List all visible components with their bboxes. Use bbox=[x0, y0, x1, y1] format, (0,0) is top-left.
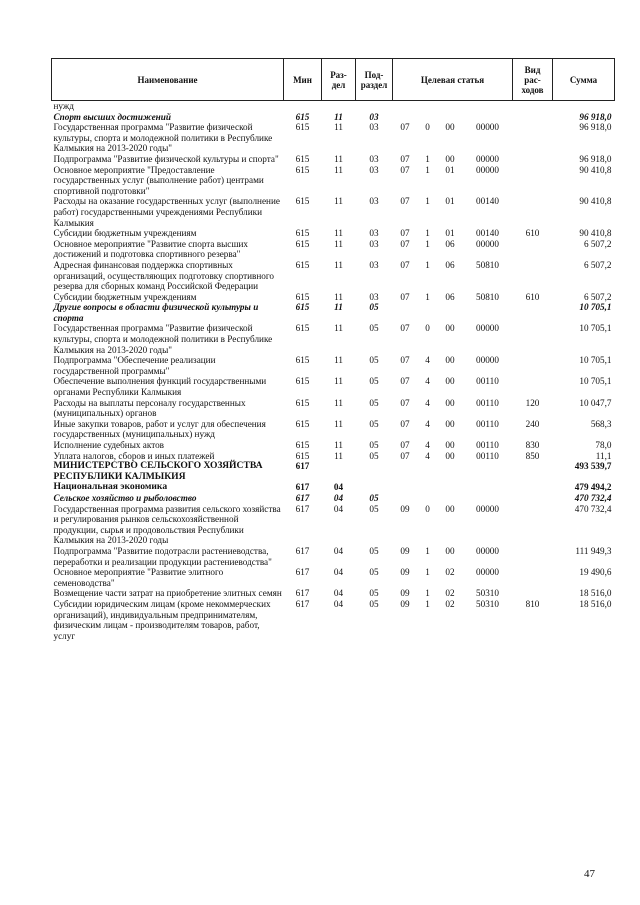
cell-min: 617 bbox=[295, 482, 310, 493]
cell-razdel: 11 bbox=[334, 440, 343, 450]
cell-event: 00 bbox=[445, 450, 455, 461]
cell-program: 07 bbox=[400, 259, 410, 270]
cell-program: 07 bbox=[400, 291, 410, 302]
cell-direction bbox=[463, 101, 513, 112]
budget-table bbox=[51, 58, 615, 641]
cell-min: 615 bbox=[295, 228, 310, 239]
cell-program: 07 bbox=[400, 122, 410, 133]
cell-min: 615 bbox=[295, 111, 310, 122]
cell-podrazdel: 03 bbox=[369, 259, 379, 270]
table-row bbox=[52, 112, 615, 123]
cell-razdel: 04 bbox=[333, 503, 344, 514]
cell-program: 09 bbox=[400, 598, 410, 609]
cell-summa: 568,3 bbox=[590, 418, 612, 429]
cell-vid-rashodov: 810 bbox=[525, 598, 540, 609]
cell-event: 00 bbox=[445, 545, 455, 556]
cell-subprogram: 1 bbox=[425, 588, 430, 599]
header-min: Мин bbox=[284, 59, 322, 101]
cell-podrazdel: 05 bbox=[369, 376, 379, 387]
cell-razdel: 11 bbox=[334, 397, 343, 408]
cell-subprogram bbox=[418, 461, 438, 482]
cell-min: 615 bbox=[295, 440, 310, 450]
table-row bbox=[52, 323, 615, 355]
table-header-row bbox=[52, 59, 615, 101]
cell-summa: 6 507,2 bbox=[583, 238, 612, 249]
table-row bbox=[52, 461, 615, 482]
cell-direction bbox=[463, 461, 513, 482]
cell-razdel: 11 bbox=[334, 228, 343, 239]
cell-direction: 50310 bbox=[476, 598, 499, 609]
cell-vid-rashodov bbox=[513, 355, 553, 376]
cell-subprogram bbox=[418, 482, 438, 493]
cell-min: 615 bbox=[295, 418, 310, 429]
cell-direction bbox=[463, 482, 513, 493]
cell-subprogram: 1 bbox=[425, 238, 430, 249]
cell-min: 615 bbox=[295, 450, 310, 461]
cell-podrazdel: 05 bbox=[369, 418, 379, 429]
table-row bbox=[52, 567, 615, 588]
cell-min: 615 bbox=[295, 397, 310, 408]
cell-summa: 18 516,0 bbox=[579, 588, 612, 599]
cell-name: Подпрограмма "Обеспечение реализации государственной программы" bbox=[53, 355, 216, 376]
cell-direction: 00110 bbox=[476, 397, 499, 408]
cell-podrazdel: 03 bbox=[369, 153, 379, 164]
cell-program bbox=[393, 482, 418, 493]
cell-name: Подпрограмма "Развитие физической культуры и спорта" bbox=[53, 153, 279, 164]
cell-name: МИНИСТЕРСТВО СЕЛЬСКОГО ХОЗЯЙСТВА РЕСПУБЛИКИ КАЛМЫКИЯ bbox=[53, 460, 263, 482]
cell-summa: 90 410,8 bbox=[579, 196, 612, 207]
cell-vid-rashodov: 120 bbox=[525, 397, 540, 408]
cell-podrazdel: 05 bbox=[369, 355, 379, 366]
cell-summa: 90 410,8 bbox=[579, 228, 612, 239]
table-row bbox=[52, 239, 615, 260]
cell-program: 09 bbox=[400, 588, 410, 599]
cell-name: Основное мероприятие "Предоставление государственных услуг (выполнение работ) центрами спортивной подготовки" bbox=[53, 164, 264, 196]
cell-name: Исполнение судебных актов bbox=[53, 440, 165, 450]
cell-summa: 470 732,4 bbox=[574, 503, 612, 514]
cell-program: 07 bbox=[400, 196, 410, 207]
cell-subprogram: 1 bbox=[425, 164, 430, 175]
cell-razdel: 11 bbox=[334, 302, 343, 313]
header-vid-rashodov: Вид рас- ходов bbox=[513, 59, 553, 101]
cell-podrazdel: 03 bbox=[369, 111, 379, 122]
table-row bbox=[52, 504, 615, 546]
cell-subprogram: 1 bbox=[425, 196, 430, 207]
cell-event: 00 bbox=[445, 418, 455, 429]
cell-name: Субсидии юридическим лицам (кроме некоммерческих организаций), индивидуальным предпринимателям, физическим лицам - производителям товаров, работ, услуг bbox=[53, 598, 271, 641]
cell-vid-rashodov: 830 bbox=[525, 440, 540, 450]
cell-razdel: 04 bbox=[333, 492, 344, 503]
cell-vid-rashodov bbox=[513, 239, 553, 260]
cell-summa: 96 918,0 bbox=[579, 153, 612, 164]
table-row bbox=[52, 260, 615, 292]
cell-vid-rashodov bbox=[513, 260, 553, 292]
cell-razdel: 11 bbox=[334, 153, 343, 164]
cell-min: 615 bbox=[295, 291, 310, 302]
cell-vid-rashodov bbox=[513, 302, 553, 323]
cell-event bbox=[438, 461, 463, 482]
cell-razdel: 11 bbox=[334, 111, 343, 122]
cell-razdel: 04 bbox=[333, 567, 344, 578]
cell-event: 00 bbox=[445, 323, 455, 334]
cell-vid-rashodov bbox=[513, 112, 553, 123]
cell-summa: 78,0 bbox=[595, 440, 612, 450]
cell-event bbox=[438, 482, 463, 493]
cell-program: 07 bbox=[400, 228, 410, 239]
cell-summa: 11,1 bbox=[595, 450, 612, 461]
cell-summa: 96 918,0 bbox=[579, 122, 612, 133]
table-row bbox=[52, 292, 615, 303]
cell-program: 07 bbox=[400, 153, 410, 164]
cell-vid-rashodov: 610 bbox=[525, 228, 540, 239]
cell-min: 617 bbox=[295, 545, 310, 556]
cell-razdel: 11 bbox=[334, 164, 343, 175]
cell-direction: 00140 bbox=[476, 196, 499, 207]
cell-summa: 111 949,3 bbox=[575, 545, 612, 556]
cell-min: 617 bbox=[295, 503, 310, 514]
cell-razdel: 11 bbox=[334, 291, 343, 302]
cell-summa: 90 410,8 bbox=[579, 164, 612, 175]
cell-vid-rashodov bbox=[513, 376, 553, 397]
cell-razdel: 04 bbox=[333, 545, 344, 556]
cell-razdel: 04 bbox=[333, 598, 344, 609]
cell-podrazdel bbox=[356, 482, 393, 493]
cell-vid-rashodov bbox=[513, 504, 553, 546]
cell-podrazdel: 05 bbox=[369, 323, 379, 334]
table-row bbox=[52, 588, 615, 599]
cell-program bbox=[393, 493, 418, 504]
cell-summa: 18 516,0 bbox=[579, 598, 612, 609]
header-summa: Сумма bbox=[553, 59, 615, 101]
cell-razdel: 11 bbox=[334, 450, 343, 461]
cell-min: 615 bbox=[295, 302, 310, 313]
cell-name: Основное мероприятие "Развитие элитного семеноводства" bbox=[53, 567, 224, 588]
cell-name: Государственная программа "Развитие физической культуры, спорта и молодежной политики в Республике Калмыкия на 2013-2020 годы" bbox=[53, 122, 273, 154]
cell-program: 07 bbox=[400, 397, 410, 408]
table-row bbox=[52, 122, 615, 154]
cell-program bbox=[393, 101, 418, 112]
cell-podrazdel: 05 bbox=[369, 397, 379, 408]
cell-name: Возмещение части затрат на приобретение элитных семян bbox=[53, 588, 282, 599]
cell-min: 615 bbox=[295, 122, 310, 133]
cell-direction bbox=[463, 302, 513, 323]
cell-vid-rashodov bbox=[513, 482, 553, 493]
cell-event: 00 bbox=[445, 153, 455, 164]
cell-summa: 470 732,4 bbox=[574, 492, 612, 503]
cell-program: 07 bbox=[400, 164, 410, 175]
table-row bbox=[52, 398, 615, 419]
cell-summa: 479 494,2 bbox=[574, 482, 612, 493]
cell-razdel: 11 bbox=[334, 418, 343, 429]
cell-min: 617 bbox=[295, 588, 310, 599]
cell-min: 617 bbox=[295, 567, 310, 578]
cell-vid-rashodov bbox=[513, 461, 553, 482]
cell-event: 01 bbox=[445, 196, 455, 207]
cell-name: нужд bbox=[53, 101, 74, 111]
cell-program: 07 bbox=[400, 440, 410, 450]
cell-subprogram: 4 bbox=[425, 440, 430, 450]
cell-summa: 10 705,1 bbox=[579, 302, 612, 313]
cell-podrazdel: 05 bbox=[369, 503, 379, 514]
cell-summa bbox=[553, 101, 615, 112]
cell-min: 617 bbox=[295, 492, 310, 503]
cell-min: 615 bbox=[295, 164, 310, 175]
cell-name: Государственная программа "Развитие физической культуры, спорта и молодежной политики в Республике Калмыкия на 2013-2020 годы" bbox=[53, 323, 273, 355]
table-row bbox=[52, 440, 615, 451]
cell-razdel: 11 bbox=[334, 355, 343, 366]
cell-subprogram: 4 bbox=[425, 397, 430, 408]
cell-subprogram: 4 bbox=[425, 450, 430, 461]
cell-program bbox=[393, 112, 418, 123]
cell-name: Расходы на оказание государственных услуг (выполнение работ) государственными учреждениями Республики Калмыкия bbox=[53, 196, 280, 228]
cell-podrazdel: 05 bbox=[369, 545, 379, 556]
table-row bbox=[52, 302, 615, 323]
table-row bbox=[52, 493, 615, 504]
table-row bbox=[52, 599, 615, 641]
cell-direction: 00000 bbox=[476, 122, 499, 133]
cell-summa: 6 507,2 bbox=[583, 291, 612, 302]
table-row bbox=[52, 228, 615, 239]
cell-min: 615 bbox=[295, 376, 310, 387]
cell-podrazdel: 05 bbox=[369, 440, 379, 450]
cell-program: 09 bbox=[400, 567, 410, 578]
cell-direction: 00000 bbox=[476, 153, 499, 164]
cell-subprogram bbox=[418, 112, 438, 123]
cell-program: 07 bbox=[400, 355, 410, 366]
cell-min: 615 bbox=[295, 355, 310, 366]
cell-podrazdel: 05 bbox=[369, 492, 379, 503]
table-row bbox=[52, 376, 615, 397]
cell-direction: 00000 bbox=[476, 323, 499, 334]
cell-summa: 96 918,0 bbox=[579, 111, 612, 122]
cell-min: 617 bbox=[295, 461, 310, 472]
cell-min bbox=[284, 101, 322, 112]
cell-direction: 00110 bbox=[476, 450, 499, 461]
cell-vid-rashodov bbox=[513, 546, 553, 567]
cell-subprogram: 0 bbox=[425, 323, 430, 334]
cell-vid-rashodov: 240 bbox=[525, 418, 540, 429]
cell-subprogram: 1 bbox=[425, 567, 430, 578]
cell-summa: 10 705,1 bbox=[579, 355, 612, 366]
cell-razdel bbox=[322, 461, 356, 482]
cell-podrazdel: 03 bbox=[369, 164, 379, 175]
table-row bbox=[52, 165, 615, 197]
cell-direction: 00110 bbox=[476, 418, 499, 429]
cell-event: 01 bbox=[445, 164, 455, 175]
cell-subprogram: 1 bbox=[425, 259, 430, 270]
cell-vid-rashodov bbox=[513, 154, 553, 165]
cell-subprogram: 0 bbox=[425, 122, 430, 133]
cell-summa: 10 705,1 bbox=[579, 376, 612, 387]
cell-vid-rashodov bbox=[513, 588, 553, 599]
cell-subprogram: 0 bbox=[425, 503, 430, 514]
cell-razdel: 11 bbox=[334, 122, 343, 133]
cell-subprogram bbox=[418, 101, 438, 112]
cell-podrazdel bbox=[356, 461, 393, 482]
cell-program: 07 bbox=[400, 418, 410, 429]
cell-podrazdel: 05 bbox=[369, 302, 379, 313]
cell-event: 01 bbox=[445, 228, 455, 239]
cell-event: 06 bbox=[445, 259, 455, 270]
cell-podrazdel: 03 bbox=[369, 122, 379, 133]
cell-event bbox=[438, 112, 463, 123]
cell-subprogram: 4 bbox=[425, 418, 430, 429]
cell-direction: 50810 bbox=[476, 259, 499, 270]
cell-min: 615 bbox=[295, 259, 310, 270]
cell-vid-rashodov bbox=[513, 122, 553, 154]
cell-vid-rashodov: 850 bbox=[525, 450, 540, 461]
cell-subprogram bbox=[418, 493, 438, 504]
cell-event: 00 bbox=[445, 376, 455, 387]
cell-min: 615 bbox=[295, 153, 310, 164]
table-body bbox=[52, 101, 615, 642]
cell-name: Уплата налогов, сборов и иных платежей bbox=[53, 450, 215, 461]
cell-summa: 493 539,7 bbox=[574, 461, 612, 472]
cell-subprogram bbox=[418, 302, 438, 323]
table-row bbox=[52, 419, 615, 440]
cell-name: Субсидии бюджетным учреждениям bbox=[53, 228, 197, 239]
cell-razdel: 04 bbox=[333, 588, 344, 599]
cell-name: Расходы на выплаты персоналу государственных (муниципальных) органов bbox=[53, 397, 246, 419]
cell-program bbox=[393, 461, 418, 482]
cell-event bbox=[438, 493, 463, 504]
cell-razdel: 11 bbox=[334, 259, 343, 270]
cell-direction: 00000 bbox=[476, 238, 499, 249]
header-celevaya-statya: Целевая статья bbox=[393, 59, 513, 101]
cell-name: Иные закупки товаров, работ и услуг для обеспечения государственных (муниципальных) нужд bbox=[53, 418, 266, 440]
cell-name: Адресная финансовая поддержка спортивных организаций, осуществляющих подготовку спортивного резерва для сборных команд Российской Федерации bbox=[53, 259, 274, 292]
cell-podrazdel: 05 bbox=[369, 598, 379, 609]
cell-event bbox=[438, 302, 463, 323]
cell-podrazdel: 05 bbox=[369, 450, 379, 461]
table-row bbox=[52, 546, 615, 567]
cell-vid-rashodov bbox=[513, 101, 553, 112]
cell-event bbox=[438, 101, 463, 112]
cell-podrazdel: 03 bbox=[369, 196, 379, 207]
cell-razdel bbox=[322, 101, 356, 112]
cell-program: 07 bbox=[400, 450, 410, 461]
cell-name: Другие вопросы в области физической культуры и спорта bbox=[53, 302, 259, 323]
cell-program: 07 bbox=[400, 323, 410, 334]
cell-summa: 10 705,1 bbox=[579, 323, 612, 334]
cell-vid-rashodov: 610 bbox=[525, 291, 540, 302]
table-row bbox=[52, 196, 615, 228]
cell-vid-rashodov bbox=[513, 567, 553, 588]
cell-razdel: 04 bbox=[333, 482, 344, 493]
cell-summa: 10 047,7 bbox=[579, 397, 612, 408]
cell-min: 615 bbox=[295, 196, 310, 207]
table-row bbox=[52, 482, 615, 493]
cell-name: Государственная программа развития сельского хозяйства и регулирования рынков сельскохозяйственной продукции, сырья и продовольствия Республики Калмыкия на 2013-2020 годы bbox=[53, 503, 281, 546]
cell-podrazdel: 03 bbox=[369, 228, 379, 239]
page-number: 47 bbox=[584, 868, 595, 880]
cell-podrazdel: 03 bbox=[369, 291, 379, 302]
cell-event: 06 bbox=[445, 291, 455, 302]
cell-event: 06 bbox=[445, 238, 455, 249]
cell-program: 07 bbox=[400, 376, 410, 387]
cell-subprogram: 4 bbox=[425, 376, 430, 387]
cell-direction: 00000 bbox=[476, 545, 499, 556]
table-row bbox=[52, 355, 615, 376]
cell-program: 09 bbox=[400, 545, 410, 556]
cell-summa: 6 507,2 bbox=[583, 259, 612, 270]
cell-name: Обеспечение выполнения функций государственными органами Республики Калмыкия bbox=[53, 376, 267, 398]
header-name: Наименование bbox=[52, 59, 284, 101]
cell-subprogram: 1 bbox=[425, 291, 430, 302]
cell-razdel: 11 bbox=[334, 196, 343, 207]
budget-table-sheet bbox=[51, 58, 614, 641]
cell-direction: 00140 bbox=[476, 228, 499, 239]
cell-event: 00 bbox=[445, 122, 455, 133]
cell-summa: 19 490,6 bbox=[579, 567, 612, 578]
cell-subprogram: 4 bbox=[425, 355, 430, 366]
cell-razdel: 11 bbox=[334, 376, 343, 387]
cell-event: 02 bbox=[445, 598, 455, 609]
cell-subprogram: 1 bbox=[425, 598, 430, 609]
cell-direction: 00000 bbox=[476, 355, 499, 366]
cell-event: 00 bbox=[445, 397, 455, 408]
cell-direction bbox=[463, 112, 513, 123]
cell-event: 00 bbox=[445, 355, 455, 366]
cell-name: Основное мероприятие "Развитие спорта высших достижений и подготовка спортивного резерва" bbox=[53, 238, 248, 260]
cell-name: Субсидии бюджетным учреждениям bbox=[53, 291, 197, 302]
cell-podrazdel bbox=[356, 101, 393, 112]
cell-direction: 00000 bbox=[476, 164, 499, 175]
cell-direction: 00110 bbox=[476, 440, 499, 450]
cell-subprogram: 1 bbox=[425, 228, 430, 239]
cell-vid-rashodov bbox=[513, 165, 553, 197]
cell-razdel: 11 bbox=[334, 323, 343, 334]
cell-subprogram: 1 bbox=[425, 153, 430, 164]
cell-direction: 50310 bbox=[476, 588, 499, 599]
cell-vid-rashodov bbox=[513, 323, 553, 355]
cell-program: 09 bbox=[400, 503, 410, 514]
cell-direction bbox=[463, 493, 513, 504]
cell-direction: 00110 bbox=[476, 376, 499, 387]
table-row bbox=[52, 101, 615, 112]
cell-min: 617 bbox=[295, 598, 310, 609]
cell-subprogram: 1 bbox=[425, 545, 430, 556]
cell-podrazdel: 03 bbox=[369, 238, 379, 249]
cell-name: Спорт высших достижений bbox=[53, 111, 171, 122]
header-podrazdel: Под- раздел bbox=[356, 59, 393, 101]
cell-min: 615 bbox=[295, 238, 310, 249]
cell-event: 00 bbox=[445, 503, 455, 514]
cell-event: 02 bbox=[445, 567, 455, 578]
cell-program: 07 bbox=[400, 238, 410, 249]
cell-min: 615 bbox=[295, 323, 310, 334]
cell-vid-rashodov bbox=[513, 493, 553, 504]
cell-program bbox=[393, 302, 418, 323]
table-row bbox=[52, 154, 615, 165]
cell-podrazdel: 05 bbox=[369, 588, 379, 599]
cell-podrazdel: 05 bbox=[369, 567, 379, 578]
cell-event: 00 bbox=[445, 440, 455, 450]
cell-razdel: 11 bbox=[334, 238, 343, 249]
cell-direction: 50810 bbox=[476, 291, 499, 302]
cell-name: Подпрограмма "Развитие подотрасли растениеводства, переработки и реализации продукции растениеводства" bbox=[53, 545, 272, 567]
cell-name: Национальная экономика bbox=[53, 481, 168, 493]
header-razdel: Раз- дел bbox=[322, 59, 356, 101]
cell-event: 02 bbox=[445, 588, 455, 599]
cell-vid-rashodov bbox=[513, 196, 553, 228]
cell-direction: 00000 bbox=[476, 567, 499, 578]
cell-direction: 00000 bbox=[476, 503, 499, 514]
cell-name: Сельское хозяйство и рыболовство bbox=[53, 492, 197, 503]
